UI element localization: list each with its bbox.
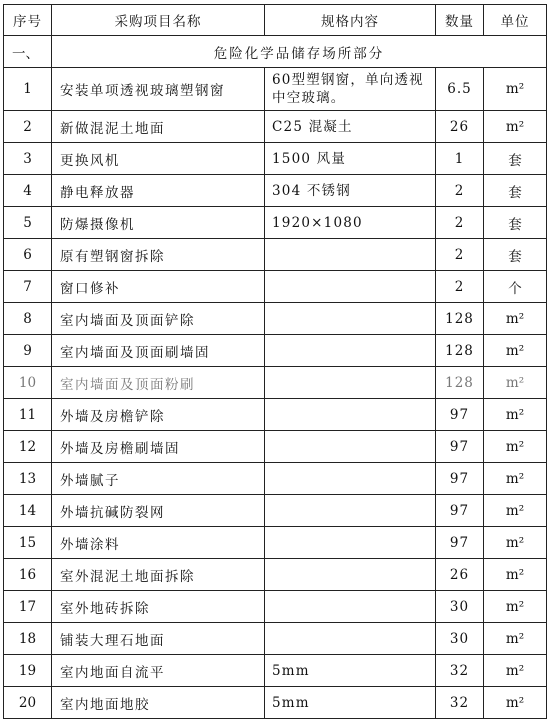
item-spec [265,367,436,399]
header-qty: 数量 [436,5,484,36]
item-name: 外墙及房檐铲除 [52,399,265,431]
item-name: 静电释放器 [52,175,265,207]
item-spec [265,271,436,303]
table-row [4,399,547,431]
item-quantity: 2 [436,207,484,239]
item-unit: m² [484,687,547,719]
item-quantity: 97 [436,399,484,431]
row-number: 18 [4,623,52,655]
item-quantity: 2 [436,271,484,303]
item-name: 室内地面地胶 [52,687,265,719]
table-row [4,495,547,527]
table-row [4,623,547,655]
table-row [4,431,547,463]
header-unit: 单位 [484,5,547,36]
table-row [4,687,547,719]
item-spec [265,495,436,527]
section-number: 一、 [4,36,52,68]
row-number: 7 [4,271,52,303]
item-spec: 5mm [265,687,436,719]
row-number: 19 [4,655,52,687]
item-unit: 个 [484,271,547,303]
item-quantity: 97 [436,463,484,495]
table-row [4,239,547,271]
row-number: 4 [4,175,52,207]
item-quantity: 26 [436,111,484,143]
table-row [4,559,547,591]
item-spec [265,527,436,559]
table-row [4,111,547,143]
item-unit: m² [484,623,547,655]
item-name: 外墙及房檐刷墙固 [52,431,265,463]
item-quantity: 97 [436,495,484,527]
table-row [4,303,547,335]
item-unit: m² [484,303,547,335]
item-name: 外墙腻子 [52,463,265,495]
item-quantity: 2 [436,175,484,207]
section-title: 危险化学品储存场所部分 [52,36,547,68]
item-quantity: 6.5 [436,68,484,111]
row-number: 16 [4,559,52,591]
item-unit: m² [484,559,547,591]
item-unit: m² [484,68,547,111]
header-no: 序号 [4,5,52,36]
row-number: 2 [4,111,52,143]
item-unit: m² [484,111,547,143]
item-spec [265,335,436,367]
item-quantity: 32 [436,655,484,687]
item-unit: m² [484,527,547,559]
item-unit: 套 [484,175,547,207]
item-quantity: 2 [436,239,484,271]
table-row [4,68,547,111]
item-name: 室内墙面及顶面铲除 [52,303,265,335]
row-number: 17 [4,591,52,623]
item-name: 外墙涂料 [52,527,265,559]
row-number: 3 [4,143,52,175]
header-spec: 规格内容 [265,5,436,36]
item-spec [265,239,436,271]
item-spec [265,431,436,463]
item-quantity: 32 [436,687,484,719]
row-number: 11 [4,399,52,431]
table-row [4,207,547,239]
item-quantity: 97 [436,431,484,463]
item-spec: 5mm [265,655,436,687]
item-unit: m² [484,431,547,463]
table-row [4,655,547,687]
item-name: 室外地砖拆除 [52,591,265,623]
item-name: 窗口修补 [52,271,265,303]
item-spec [265,591,436,623]
item-quantity: 128 [436,303,484,335]
item-name: 外墙抗碱防裂网 [52,495,265,527]
header-row [4,5,547,36]
table-row [4,527,547,559]
item-quantity: 30 [436,623,484,655]
item-name: 室外混泥土地面拆除 [52,559,265,591]
item-name: 原有塑钢窗拆除 [52,239,265,271]
table-row [4,143,547,175]
item-spec: 304 不锈钢 [265,175,436,207]
item-quantity: 128 [436,367,484,399]
item-unit: m² [484,655,547,687]
row-number: 9 [4,335,52,367]
row-number: 12 [4,431,52,463]
item-unit: m² [484,367,547,399]
table-row [4,271,547,303]
item-name: 更换风机 [52,143,265,175]
item-spec: C25 混凝土 [265,111,436,143]
procurement-table [3,4,547,719]
item-unit: m² [484,335,547,367]
row-number: 20 [4,687,52,719]
item-spec [265,623,436,655]
row-number: 13 [4,463,52,495]
item-spec: 60型塑钢窗，单向透视中空玻璃。 [265,68,436,111]
row-number: 8 [4,303,52,335]
item-name: 室内墙面及顶面粉刷 [52,367,265,399]
table-row [4,335,547,367]
table-row [4,591,547,623]
item-name: 室内地面自流平 [52,655,265,687]
item-quantity: 97 [436,527,484,559]
item-name: 安装单项透视玻璃塑钢窗 [52,68,265,111]
item-unit: 套 [484,239,547,271]
item-spec: 1500 风量 [265,143,436,175]
row-number: 6 [4,239,52,271]
item-unit: m² [484,591,547,623]
item-quantity: 128 [436,335,484,367]
item-spec [265,399,436,431]
item-name: 室内墙面及顶面刷墙固 [52,335,265,367]
item-quantity: 1 [436,143,484,175]
row-number: 5 [4,207,52,239]
table-row [4,367,547,399]
item-name: 铺装大理石地面 [52,623,265,655]
item-unit: m² [484,495,547,527]
table-row [4,175,547,207]
item-name: 新做混泥土地面 [52,111,265,143]
row-number: 14 [4,495,52,527]
section-row [4,36,547,68]
item-unit: m² [484,399,547,431]
item-unit: m² [484,463,547,495]
row-number: 1 [4,68,52,111]
item-spec [265,559,436,591]
item-spec [265,303,436,335]
item-unit: 套 [484,143,547,175]
row-number: 10 [4,367,52,399]
header-name: 采购项目名称 [52,5,265,36]
item-name: 防爆摄像机 [52,207,265,239]
item-unit: 套 [484,207,547,239]
table-row [4,463,547,495]
item-quantity: 26 [436,559,484,591]
item-spec [265,463,436,495]
item-spec: 1920×1080 [265,207,436,239]
row-number: 15 [4,527,52,559]
item-quantity: 30 [436,591,484,623]
